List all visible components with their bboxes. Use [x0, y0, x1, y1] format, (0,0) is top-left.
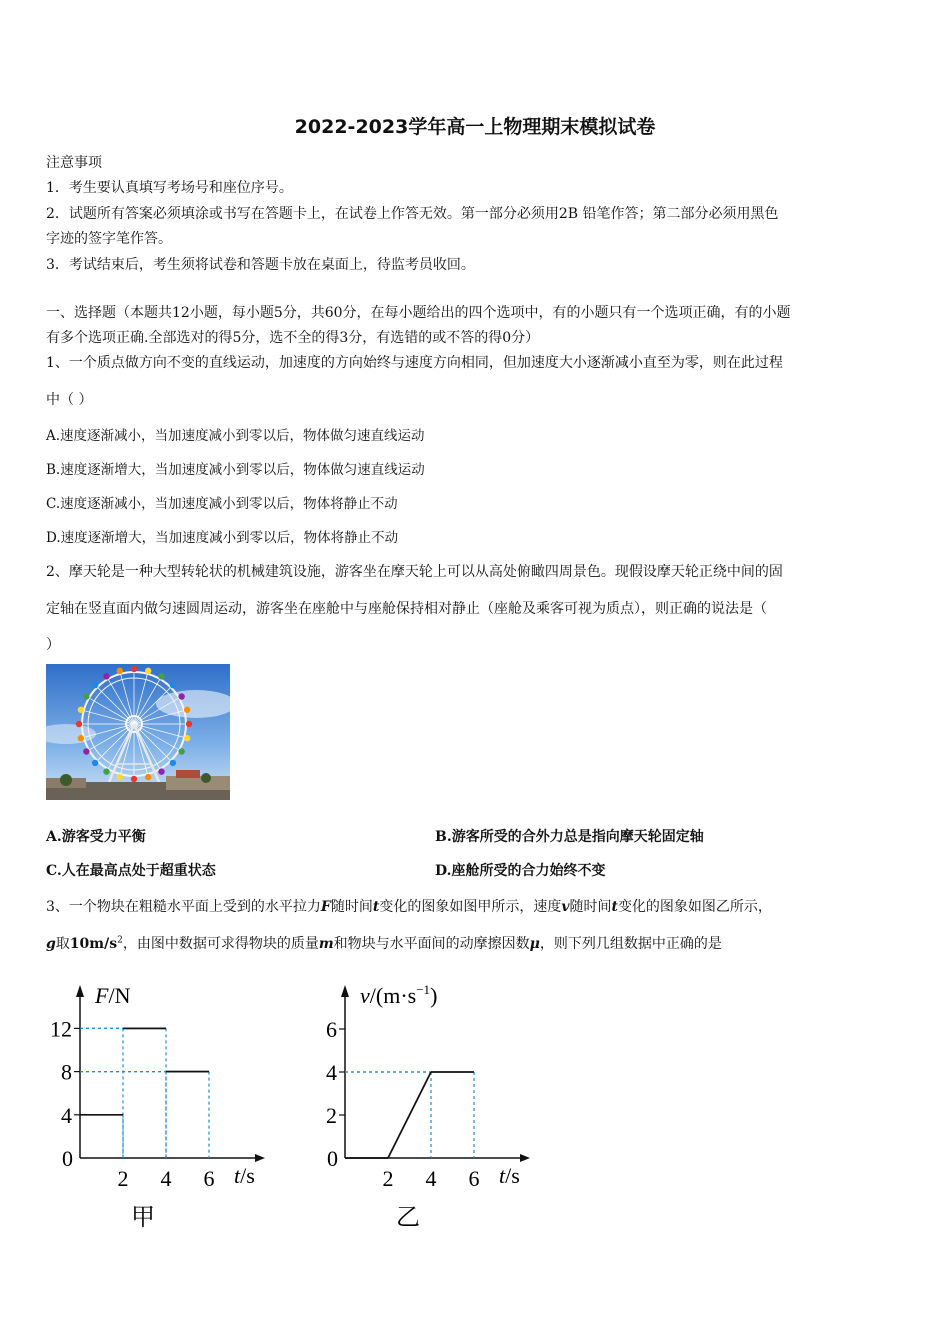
q3-stem-line2: g取$10m/s^2$，由图中数据可求得物块的质量m和物块与水平面间的动摩擦因数μ，则下列几组数据中正确的是	[46, 935, 722, 952]
chart-caption: 甲	[131, 1205, 155, 1231]
q2-stem-line1: 2、摩天轮是一种大型转轮状的机械建筑设施，游客坐在摩天轮上可以从高处俯瞰四周景色。现假设摩天轮正绕中间的固	[46, 564, 783, 580]
cabin	[131, 666, 137, 672]
cabin	[103, 768, 109, 774]
cabin	[131, 776, 137, 782]
x-axis-arrow	[520, 1154, 530, 1162]
cabin	[78, 707, 84, 713]
origin-label: 0	[62, 1146, 73, 1171]
x-axis-arrow	[255, 1154, 265, 1162]
q2-stem-line2: 定轴在竖直面内做匀速圆周运动，游客坐在座舱中与座舱保持相对静止（座舱及乘客可视为质点），则正确的说法是（	[46, 601, 767, 617]
cabin	[117, 668, 123, 674]
cabin	[92, 760, 98, 766]
q2-option-b: B.游客所受的合外力总是指向摩天轮固定轴	[435, 829, 704, 845]
cabin	[158, 768, 164, 774]
notice-item-2: 2．试题所有答案必须填涂或书写在答题卡上，在试卷上作答无效。第一部分必须用2B 铅笔作答；第二部分必须用黑色	[46, 206, 779, 222]
cabin	[103, 673, 109, 679]
ferris-wheel-photo	[46, 664, 230, 800]
q1-stem-line2: 中（ ）	[46, 392, 93, 408]
x-tick-label: 2	[117, 1166, 129, 1191]
notice-item-3: 3．考试结束后，考生须将试卷和答题卡放在桌面上，待监考员收回。	[46, 257, 475, 273]
cabin	[83, 748, 89, 754]
q1-option-a: A.速度逐渐减小，当加速度减小到零以后，物体做匀速直线运动	[46, 428, 425, 444]
y-tick-label: 8	[61, 1059, 72, 1085]
cabin	[186, 721, 192, 727]
q1-option-b: B.速度逐渐增大，当加速度减小到零以后，物体做匀速直线运动	[46, 462, 425, 478]
x-tick-label: 4	[425, 1166, 437, 1191]
notice-item-2-cont: 字迹的签字笔作答。	[46, 231, 172, 247]
q2-option-a: A.游客受力平衡	[46, 829, 146, 845]
cabin	[145, 774, 151, 780]
y-axis-arrow	[76, 985, 84, 997]
y-tick-label: 6	[326, 1017, 337, 1042]
x-tick-label: 2	[382, 1166, 394, 1191]
cabin	[83, 693, 89, 699]
origin-label: 0	[327, 1146, 338, 1171]
q1-option-c: C.速度逐渐减小，当加速度减小到零以后，物体将静止不动	[46, 496, 398, 512]
cabin	[92, 682, 98, 688]
data-line	[388, 1072, 431, 1158]
cabin	[158, 673, 164, 679]
chart-caption: 乙	[396, 1205, 420, 1231]
cabin	[178, 693, 184, 699]
cabin	[145, 668, 151, 674]
y-axis-label: $v/(m\cdot s^{-1})$	[360, 982, 438, 1008]
q2-stem-line3: ）	[46, 637, 60, 653]
velocity-time-graph	[305, 975, 545, 1240]
cabin	[170, 682, 176, 688]
y-axis-arrow	[341, 985, 349, 997]
cabin	[184, 707, 190, 713]
q1-option-d: D.速度逐渐增大，当加速度减小到零以后，物体将静止不动	[46, 530, 399, 546]
page-title: 2022-2023学年高一上物理期末模拟试卷	[294, 116, 656, 138]
x-tick-label: 4	[160, 1166, 172, 1191]
section-intro-line2: 有多个选项正确.全部选对的得5分，选不全的得3分，有选错的或不答的得0分）	[46, 330, 540, 346]
q3-stem-line1: 3、一个物块在粗糙水平面上受到的水平拉力F随时间t变化的图象如图甲所示，速度v随时间t变化的图象如图乙所示，	[46, 899, 772, 915]
notice-item-1: 1．考生要认真填写考场号和座位序号。	[46, 180, 293, 196]
q2-option-d: D.座舱所受的合力始终不变	[435, 863, 606, 879]
q2-option-c: C.人在最高点处于超重状态	[46, 863, 216, 879]
y-tick-label: 4	[61, 1102, 72, 1128]
x-axis-label: t/s	[234, 1163, 255, 1188]
cabin	[117, 774, 123, 780]
x-axis-label: t/s	[499, 1163, 520, 1188]
y-axis-label: F/N	[95, 983, 131, 1008]
cabin	[170, 760, 176, 766]
cabin	[184, 735, 190, 741]
y-tick-label: 12	[50, 1016, 72, 1042]
force-time-graph	[40, 975, 280, 1240]
notice-heading: 注意事项	[46, 155, 102, 171]
x-tick-label: 6	[468, 1166, 480, 1191]
x-tick-label: 6	[203, 1166, 215, 1191]
cabin	[178, 748, 184, 754]
y-tick-label: 2	[326, 1103, 337, 1128]
cabin	[76, 721, 82, 727]
section-intro-line1: 一、选择题（本题共12小题，每小题5分，共60分，在每小题给出的四个选项中，有的小题只有一个选项正确，有的小题	[46, 305, 791, 321]
y-tick-label: 4	[326, 1060, 337, 1085]
cabin	[78, 735, 84, 741]
q1-stem-line1: 1、一个质点做方向不变的直线运动，加速度的方向始终与速度方向相同，但加速度大小逐渐减小直至为零，则在此过程	[46, 355, 783, 371]
